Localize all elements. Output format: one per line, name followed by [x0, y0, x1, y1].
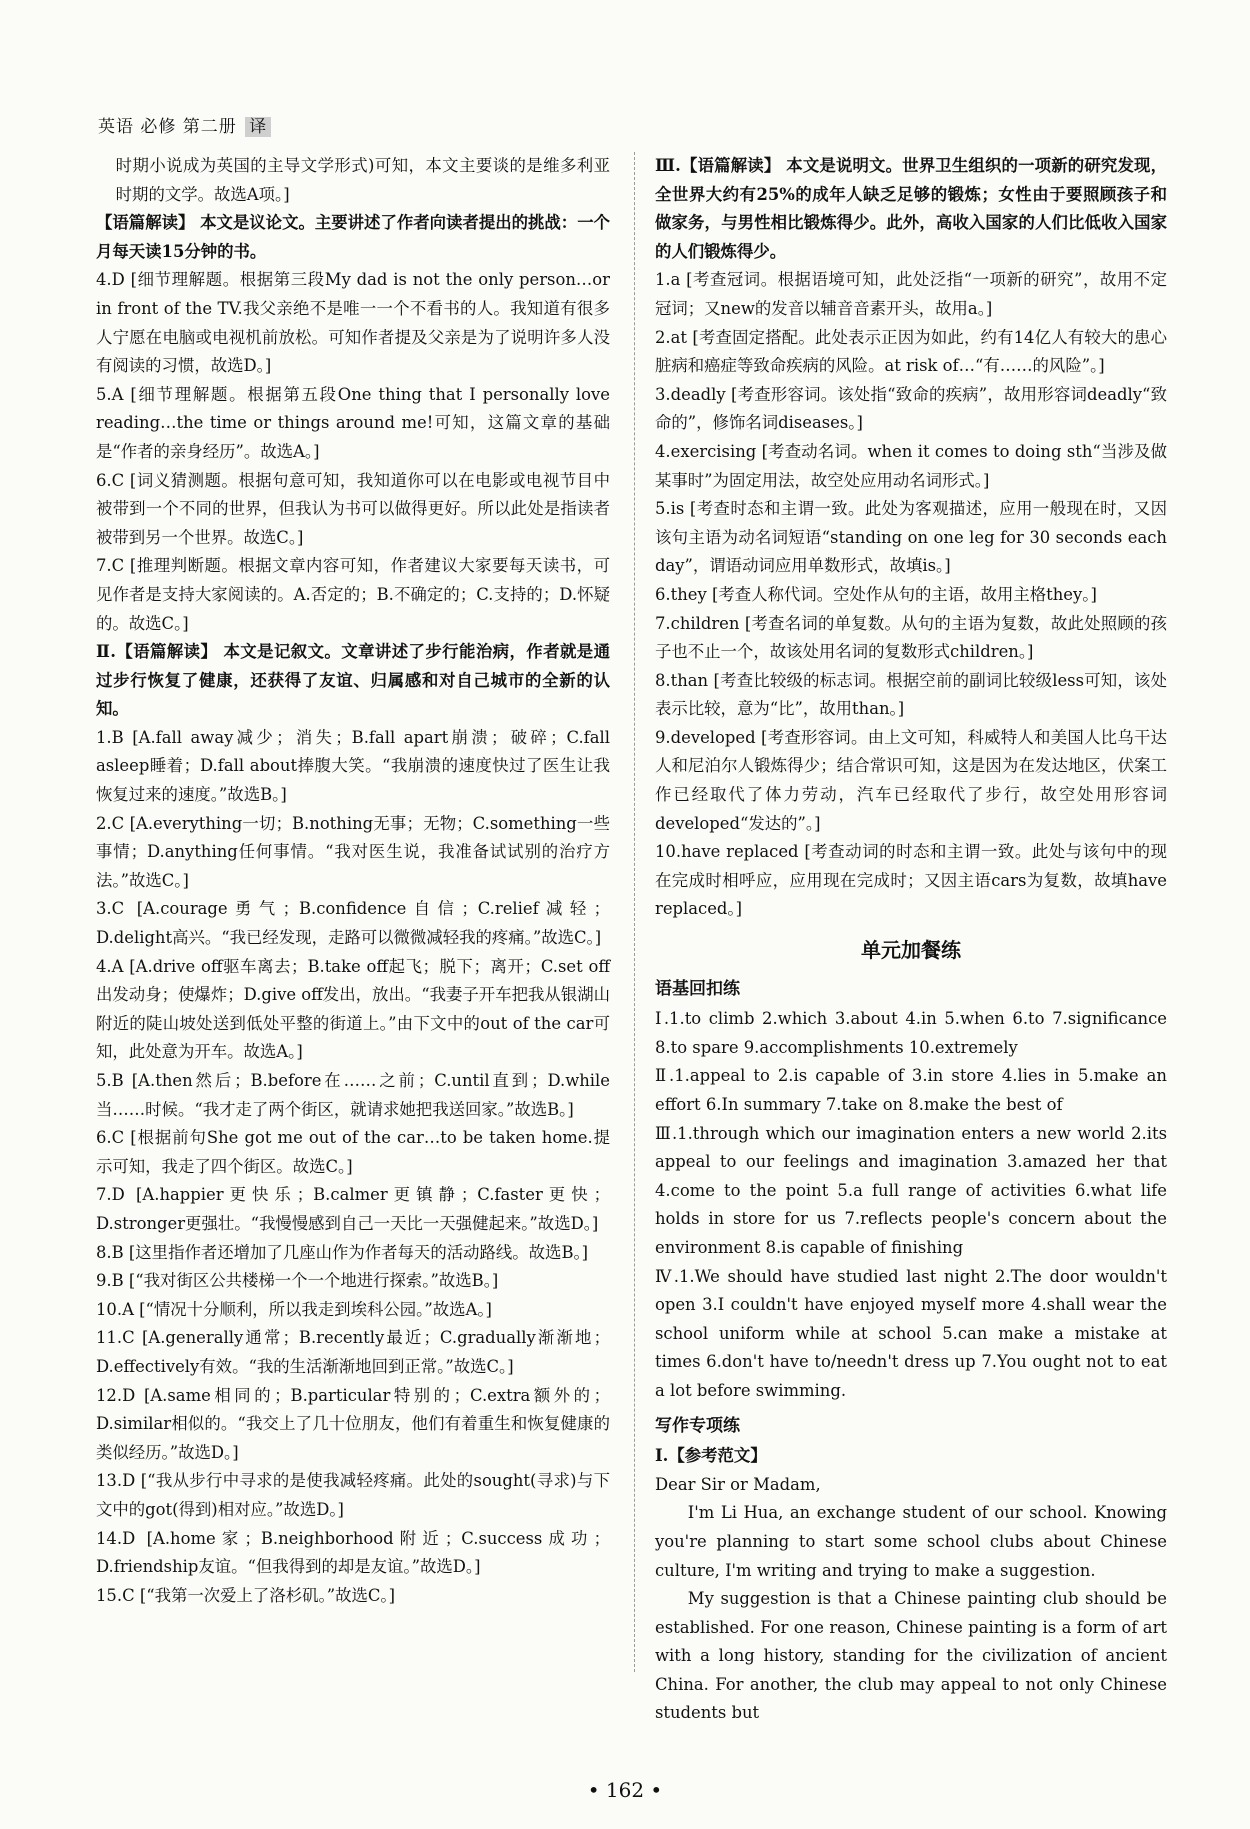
- left-para-3: 5.A [细节理解题。根据第五段One thing that I personally love reading…the time or things around me!可知，这篇文章的基础是“作者的亲身经历”。故选A。]: [96, 384, 610, 461]
- essay-paragraph-2: My suggestion is that a Chinese painting club should be established. For one reason, Chinese painting is a form of art with a long history, standing for the civilization of ancient China. For another, the club may appeal to not only Chinese students but: [655, 1589, 1167, 1723]
- header-tag: 译: [245, 117, 271, 137]
- left-para-9: 3.C [A.courage勇气；B.confidence自信；C.relief减轻；D.delight高兴。“我已经发现，走路可以微微减轻我的疼痛。”故选C。]: [96, 899, 610, 948]
- left-para-19: 13.D [“我从步行中寻求的是使我减轻疼痛。此处的sought(寻求)与下文中的got(得到)相对应。”故选D。]: [96, 1471, 610, 1519]
- left-para-0: 时期小说成为英国的主导文学形式)可知，本文主要谈的是维多利亚时期的文学。故选A项。]: [115, 156, 610, 204]
- left-para-17: 11.C [A.generally通常；B.recently最近；C.gradually渐渐地；D.effectively有效。“我的生活渐渐地回到正常。”故选C。]: [96, 1328, 610, 1376]
- left-para-13: 7.D [A.happier更快乐；B.calmer更镇静；C.faster更快；D.stronger更强壮。“我慢慢感到自己一天比一天强健起来。”故选D。]: [96, 1185, 610, 1233]
- right-para-7: 7.children [考查名词的单复数。从句的主语为复数，故此处照顾的孩子也不止一个，故该处用名词的复数形式children。]: [655, 613, 1167, 662]
- section-title: 单元加餐练: [861, 938, 961, 963]
- left-para-7: 1.B [A.fall away减少；消失；B.fall apart崩溃；破碎；C.fall asleep睡着；D.fall about捧腹大笑。“我崩溃的速度快过了医生让我恢复过来的速度。”故选B。]: [96, 727, 610, 805]
- left-para-15: 9.B [“我对街区公共楼梯一个一个地进行探索。”故选B。]: [96, 1271, 499, 1291]
- column-divider: [634, 152, 635, 1672]
- page-number: • 162 •: [587, 1778, 663, 1802]
- left-para-5: 7.C [推理判断题。根据文章内容可知，作者建议大家要每天读书，可见作者是支持大家阅读的。A.否定的；B.不确定的；C.支持的；D.怀疑的。故选C。]: [96, 556, 610, 633]
- essay-greeting: Dear Sir or Madam,: [655, 1474, 821, 1494]
- basics-answer-1: Ⅰ.1.to climb 2.which 3.about 4.in 5.when 6.to 7.significance 8.to spare 9.accomplishments 10.extremely: [655, 1009, 1167, 1057]
- right-para-0: Ⅲ.【语篇解读】 本文是说明文。世界卫生组织的一项新的研究发现，全世界大约有25%的成年人缺乏足够的锻炼；女性由于要照顾孩子和做家务，与男性相比锻炼得少。此外，高收入国家的人们比低收入国家的人们锻炼得少。: [655, 156, 1167, 261]
- essay-label: Ⅰ.【参考范文】: [655, 1446, 767, 1466]
- left-para-18: 12.D [A.same相同的；B.particular特别的；C.extra额外的；D.similar相似的。“我交上了几十位朋友，他们有着重生和恢复健康的类似经历。”故选D。]: [96, 1385, 610, 1462]
- page-header: [98, 112, 271, 137]
- left-para-11: 5.B [A.then然后；B.before在……之前；C.until直到；D.while当……时候。“我才走了两个街区，就请求她把我送回家。”故选B。]: [96, 1071, 610, 1119]
- right-para-10: 10.have replaced [考查动词的时态和主谓一致。此处与该句中的现在完成时相呼应，应用现在完成时；又因主语cars为复数，故填have replaced。]: [655, 842, 1167, 919]
- left-para-2: 4.D [细节理解题。根据第三段My dad is not the only person…or in front of the TV.我父亲绝不是唯一一个不看书的人。我知道有很多人宁愿在电脑或电视机前放松。可知作者提及父亲是为了说明许多人没有阅读的习惯，故选D。]: [96, 270, 610, 376]
- right-para-8: 8.than [考查比较级的标志词。根据空前的副词比较级less可知，该处表示比较，意为“比”，故用than。]: [655, 670, 1167, 719]
- left-para-14: 8.B [这里指作者还增加了几座山作为作者每天的活动路线。故选B。]: [96, 1242, 589, 1262]
- right-para-6: 6.they [考查人称代词。空处作从句的主语，故用主格they。]: [655, 584, 1097, 604]
- basics-answer-4: Ⅳ.1.We should have studied last night 2.The door wouldn't open 3.I couldn't have enjoyed myself more 4.shall wear the school uniform while at school 5.can make a mistake at times 6.don't have to/needn't dress up 7.You ought not to eat a lot before swimming.: [655, 1266, 1167, 1400]
- right-para-1: 1.a [考查冠词。根据语境可知，此处泛指“一项新的研究”，故用不定冠词；又new的发音以辅音音素开头，故用a。]: [655, 270, 1167, 318]
- right-para-9: 9.developed [考查形容词。由上文可知，科威特人和美国人比乌干达人和尼泊尔人锻炼得少；结合常识可知，这是因为在发达地区，伏案工作已经取代了体力劳动，汽车已经取代了步行，故空处用形容词developed“发达的”。]: [655, 727, 1167, 833]
- left-para-8: 2.C [A.everything一切；B.nothing无事；无物；C.something一些事情；D.anything任何事情。“我对医生说，我准备试试别的治疗方法。”故选C。]: [96, 813, 610, 890]
- left-para-1: 【语篇解读】 本文是议论文。主要讲述了作者向读者提出的挑战：一个月每天读15分钟的书。: [96, 213, 610, 261]
- subsection-title-writing: 写作专项练: [655, 1415, 740, 1436]
- basics-answer-3: Ⅲ.1.through which our imagination enters a new world 2.its appeal to our feelings and imagination 3.amazed her that 4.come to the point 5.a full range of activities 6.what life holds in store for us 7.reflects people's concern about the environment 8.is capable of finishing: [655, 1123, 1167, 1257]
- left-para-6: Ⅱ.【语篇解读】 本文是记叙文。文章讲述了步行能治病，作者就是通过步行恢复了健康，还获得了友谊、归属感和对自己城市的全新的认知。: [96, 642, 610, 719]
- right-para-3: 3.deadly [考查形容词。该处指“致命的疾病”，故用形容词deadly“致命的”，修饰名词diseases。]: [655, 384, 1167, 433]
- header-text: 英语 必修 第二册: [98, 117, 237, 137]
- left-para-20: 14.D [A.home家；B.neighborhood附近；C.success成功；D.friendship友谊。“但我得到的却是友谊。”故选D。]: [96, 1528, 610, 1577]
- right-column: [655, 152, 1167, 1728]
- left-para-21: 15.C [“我第一次爱上了洛杉矶。”故选C。]: [96, 1585, 395, 1605]
- basics-answer-2: Ⅱ.1.appeal to 2.is capable of 3.in store 4.lies in 5.make an effort 6.In summary 7.take on 8.make the best of: [655, 1066, 1167, 1114]
- left-para-4: 6.C [词义猜测题。根据句意可知，我知道你可以在电影或电视节目中被带到一个不同的世界，但我认为书可以做得更好。所以此处是指读者被带到另一个世界。故选C。]: [96, 470, 610, 547]
- right-para-5: 5.is [考查时态和主谓一致。此处为客观描述，应用一般现在时，又因该句主语为动名词短语“standing on one leg for 30 seconds each day”，谓语动词应用单数形式，故填is。]: [655, 499, 1167, 576]
- left-para-16: 10.A [“情况十分顺利，所以我走到埃科公园。”故选A。]: [96, 1299, 492, 1319]
- subsection-title-basics: 语基回扣练: [655, 978, 740, 999]
- essay-paragraph-1: I'm Li Hua, an exchange student of our school. Knowing you're planning to start some school clubs about Chinese culture, I'm writing and trying to make a suggestion.: [655, 1503, 1167, 1580]
- right-para-4: 4.exercising [考查动名词。when it comes to doing sth“当涉及做某事时”为固定用法，故空处应用动名词形式。]: [655, 441, 1167, 490]
- right-para-2: 2.at [考查固定搭配。此处表示正因为如此，约有14亿人有较大的患心脏病和癌症等致命疾病的风险。at risk of…“有……的风险”。]: [655, 327, 1167, 376]
- left-column: [96, 152, 610, 1610]
- left-para-10: 4.A [A.drive off驱车离去；B.take off起飞；脱下；离开；C.set off出发动身；使爆炸；D.give off发出，放出。“我妻子开车把我从银湖山附近的陡山坡处送到低处平整的街道上。”由下文中的out of the car可知，此处意为开车。故选A。]: [96, 956, 610, 1062]
- left-para-12: 6.C [根据前句She got me out of the car…to be taken home.提示可知，我走了四个街区。故选C。]: [96, 1128, 610, 1176]
